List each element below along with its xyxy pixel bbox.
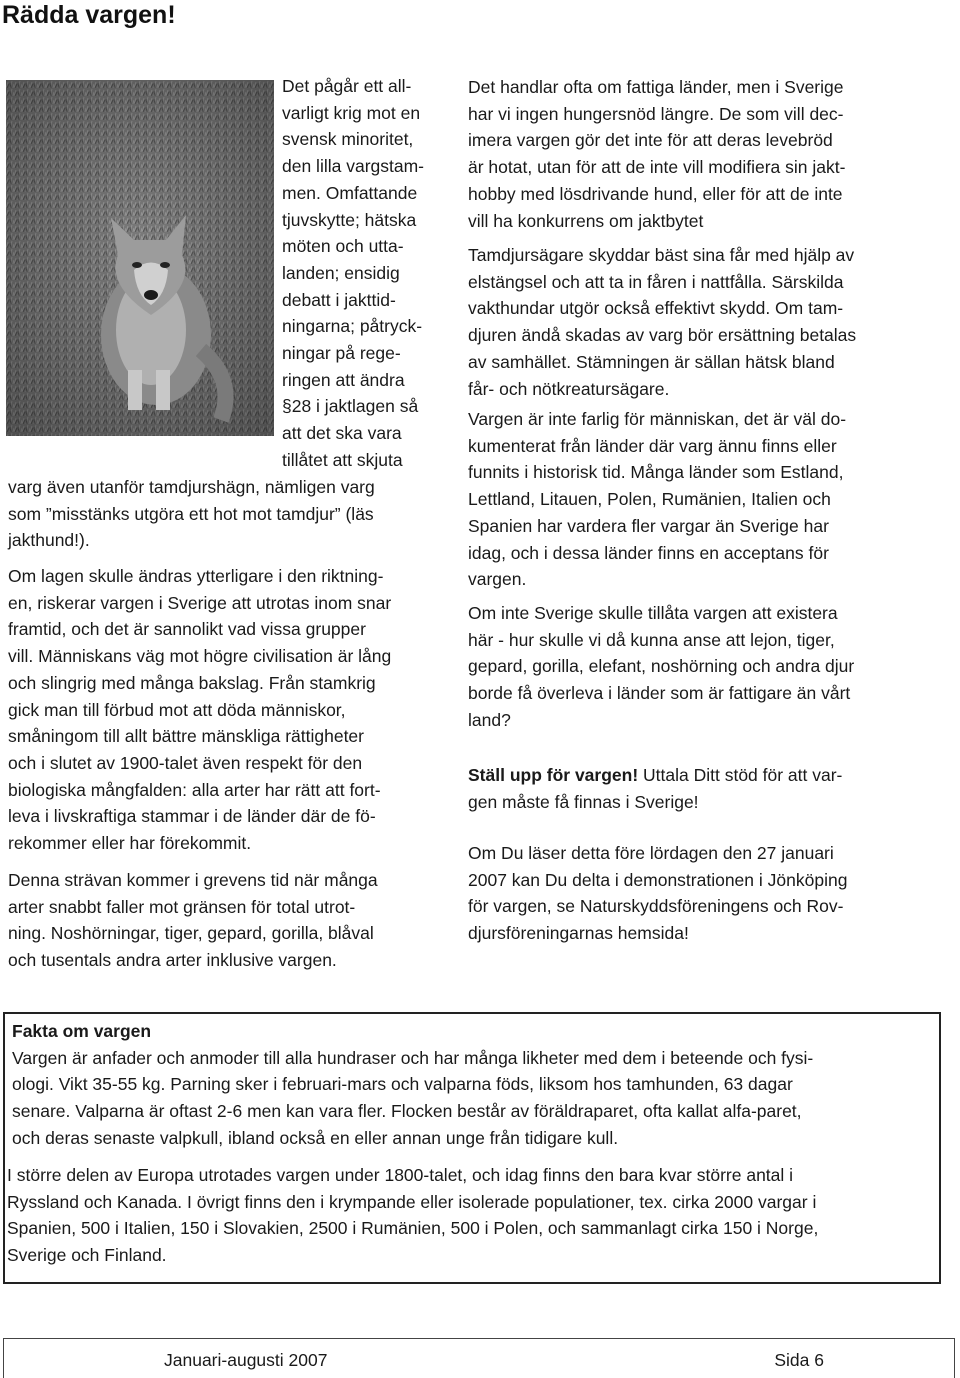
text-line: jakthund!). <box>8 530 90 551</box>
text-line <box>468 762 948 789</box>
page-number: Sida 6 <box>774 1350 824 1370</box>
paragraph-danger <box>468 406 948 593</box>
footer-date: Januari-augusti 2007 <box>164 1350 328 1370</box>
text-line: Om lagen skulle ändras ytterligare i den riktning- <box>8 566 384 586</box>
text-line: är hotat, utan för att de inte vill modifiera sin jakt- <box>468 157 846 178</box>
text-line: får- och nötkreatursägare. <box>468 378 670 399</box>
text-line: en, riskerar vargen i Sverige att utrotas inom snar <box>8 592 392 613</box>
facts-paragraph-2 <box>7 1162 818 1269</box>
text-line: här - hur skulle vi då kunna anse att lejon, tiger, <box>468 629 835 650</box>
text-line: gepard, gorilla, elefant, noshörning och andra djur <box>468 656 855 677</box>
text-line: Ryssland och Kanada. I övrigt finns den i krympande eller isolerade populationer, tex. cirka 2000 vargar i <box>7 1191 817 1212</box>
paragraph-law <box>8 563 391 857</box>
text-line: av samhället. Stämningen är sällan hätsk bland <box>468 351 835 372</box>
text-line: Sverige och Finland. <box>7 1245 167 1266</box>
text-line: senare. Valparna är oftast 2-6 men kan vara fler. Flocken består av föräldraparet, ofta kallat alfa-paret, <box>12 1101 802 1122</box>
text-line: ningar på rege- <box>282 343 401 364</box>
text-line: landen; ensidig <box>282 262 400 283</box>
paragraph-poor-countries <box>468 74 948 234</box>
text-line: varg även utanför tamdjurshägn, nämligen varg <box>8 477 375 497</box>
facts-content <box>12 1018 813 1152</box>
facts-heading: Fakta om vargen <box>12 1021 152 1041</box>
paragraph-call-to-action <box>468 762 948 815</box>
text-line: att det ska vara <box>282 423 402 444</box>
text-line: Om Du läser detta före lördagen den 27 januari <box>468 843 834 863</box>
text-line: Denna strävan kommer i grevens tid när många <box>8 870 378 890</box>
text-line: tillåtet att skjuta <box>282 449 403 470</box>
text-line: debatt i jakttid- <box>282 289 396 310</box>
text-line: Vargen är inte farlig för människan, det är väl do- <box>468 409 847 429</box>
text-line: djursföreningarnas hemsida! <box>468 923 689 944</box>
text-line: kumenterat från länder där varg ännu finns eller <box>468 435 837 456</box>
paragraph-demonstration <box>468 840 948 947</box>
text-line: elstängsel och att ta in fåren i nattfålla. Särskilda <box>468 271 844 292</box>
text-line: djuren ändå skadas av varg bör ersättning betalas <box>468 325 857 346</box>
text-line: småningom till allt bättre mänskliga rättigheter <box>8 726 364 747</box>
text-line: 2007 kan Du delta i demonstrationen i Jönköping <box>468 869 848 890</box>
text-line: som ”misstänks utgöra ett hot mot tamdjur” (läs <box>8 503 374 524</box>
text-line: och i slutet av 1900-talet även respekt för den <box>8 752 363 773</box>
text-line: vargen. <box>468 569 527 590</box>
text-line: och deras senaste valpkull, ibland också en eller annan unge från tidigare kull. <box>12 1127 619 1148</box>
text-line: svensk minoritet, <box>282 129 414 150</box>
text-line: framtid, och det är sannolikt vad vissa grupper <box>8 619 366 640</box>
text-line: gen måste få finnas i Sverige! <box>468 791 699 812</box>
text-line: och tusentals andra arter inklusive vargen. <box>8 950 337 971</box>
text-line: varligt krig mot en <box>282 102 421 123</box>
text-line: ningarna; påtryck- <box>282 316 423 337</box>
text-line: men. Omfattande <box>282 182 418 203</box>
intro-text-narrow <box>282 73 424 474</box>
text-line: Lettland, Litauen, Polen, Rumänien, Italien och <box>468 489 831 510</box>
text-line: I större delen av Europa utrotades vargen under 1800-talet, och idag finns den bara kvar större antal i <box>7 1165 794 1185</box>
wolf-image <box>6 80 274 436</box>
text-line: borde få överleva i länder som är fattigare än vårt <box>468 683 851 704</box>
text-line: hobby med lösdrivande hund, eller för att de inte <box>468 183 843 204</box>
text-line: land? <box>468 709 511 730</box>
text-line: möten och utta- <box>282 236 404 257</box>
wolf-photo <box>6 80 274 436</box>
text-line: idag, och i dessa länder finns en acceptans för <box>468 542 829 563</box>
text-line: Det pågår ett all- <box>282 76 412 96</box>
text-line: rekommer eller har förekommit. <box>8 833 252 854</box>
page-title: Rädda vargen! <box>2 1 176 29</box>
text-line: vill. Människans väg mot högre civilisation är lång <box>8 646 392 667</box>
text-line: Om inte Sverige skulle tillåta vargen att existera <box>468 603 838 623</box>
text-line: den lilla vargstam- <box>282 156 424 177</box>
text-line: ologi. Vikt 35-55 kg. Parning sker i februari-mars och valparna föds, liksom hos tamhunden, 63 dagar <box>12 1074 793 1095</box>
text-line: §28 i jaktlagen så <box>282 396 419 417</box>
paragraph-livestock <box>468 242 948 402</box>
text-line: vakthundar utgör också effektivt skydd. Om tam- <box>468 298 844 319</box>
text-line: imera vargen gör det inte för att deras levebröd <box>468 130 833 151</box>
text-line: biologiska mångfalden: alla arter har rätt att fort- <box>8 779 381 800</box>
text-line: Det handlar ofta om fattiga länder, men i Sverige <box>468 77 844 97</box>
text-line: och slingrig med många bakslag. Från stamkrig <box>8 672 376 693</box>
intro-text-wide <box>8 474 375 554</box>
text-line: gick man till förbud mot att döda människor, <box>8 699 346 720</box>
text-line: för vargen, se Naturskyddsföreningens och Rov- <box>468 896 844 917</box>
paragraph-sweden <box>468 600 948 734</box>
text-line: tjuvskytte; hätska <box>282 209 417 230</box>
text-line: Vargen är anfader och anmoder till alla hundraser och har många likheter med dem i beteende och fysi- <box>12 1047 814 1068</box>
page-footer <box>3 1338 955 1378</box>
text-line: funnits i historisk tid. Många länder som Estland, <box>468 462 844 483</box>
call-to-action-bold: Ställ upp för vargen! <box>468 765 639 785</box>
text-line: Spanien har vardera fler vargar än Sverige har <box>468 515 829 536</box>
text-line: ning. Noshörningar, tiger, gepard, gorilla, blåval <box>8 923 374 944</box>
call-to-action-rest: Uttala Ditt stöd för att var- <box>638 765 843 785</box>
paragraph-extinction <box>8 867 378 974</box>
text-line: leva i livskraftiga stammar i de länder där de fö- <box>8 806 376 827</box>
text-line: vill ha konkurrens om jaktbytet <box>468 210 704 231</box>
text-line: ringen att ändra <box>282 369 405 390</box>
text-line: Spanien, 500 i Italien, 150 i Slovakien, 2500 i Rumänien, 500 i Polen, och sammanlagt cirka 150 i Norge, <box>7 1218 819 1239</box>
text-line: Tamdjursägare skyddar bäst sina får med hjälp av <box>468 245 855 265</box>
text-line: arter snabbt faller mot gränsen för total utrot- <box>8 896 356 917</box>
text-line: har vi ingen hungersnöd längre. De som vill dec- <box>468 103 844 124</box>
